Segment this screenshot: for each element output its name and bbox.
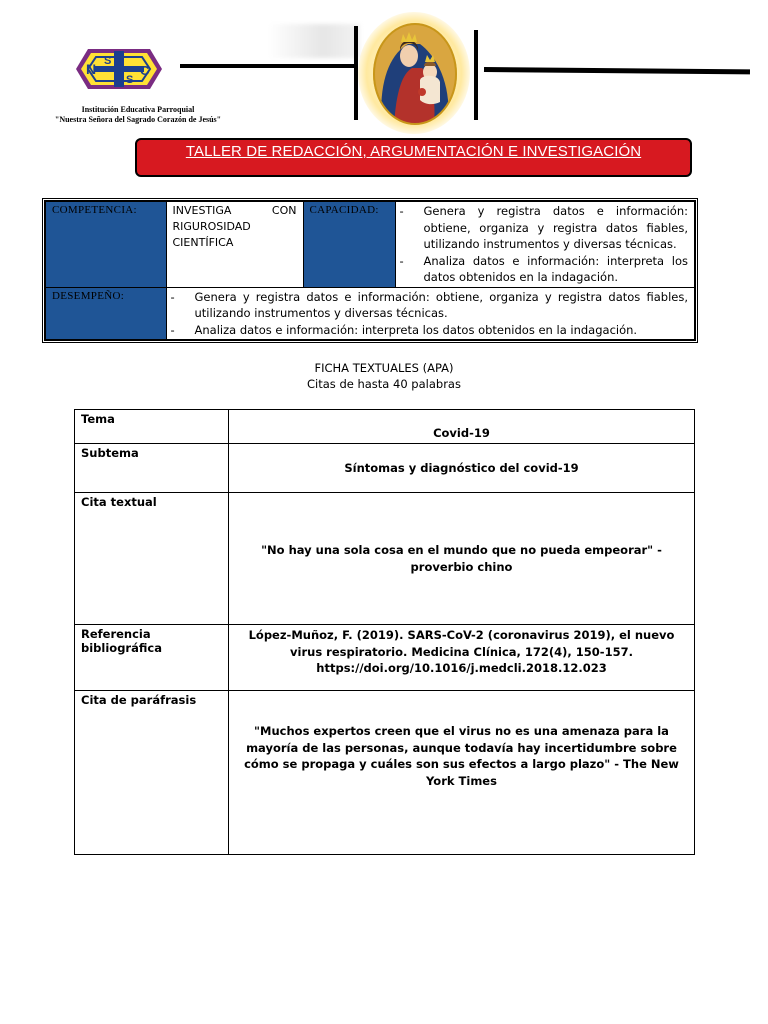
virgin-and-child-image [372, 22, 458, 126]
institution-line-2: "Nuestra Señora del Sagrado Corazón de Jesús" [54, 115, 222, 124]
desempeno-list [166, 287, 695, 340]
row-value-cita-textual: "No hay una sola cosa en el mundo que no pueda empeorar" - proverbio chino [229, 493, 695, 625]
table-row [75, 493, 695, 625]
logo-letter-n: N [86, 61, 97, 77]
bullet-dash: - [399, 253, 404, 268]
institution-name [50, 105, 226, 125]
table-row [75, 691, 695, 855]
institution-line-1: Institución Educativa Parroquial [81, 105, 195, 114]
row-label-tema: Tema [75, 410, 229, 444]
logo-letter-s-bottom: S [126, 74, 134, 86]
desempeno-item [171, 322, 689, 339]
row-label-referencia: Referencia bibliográfica [75, 625, 229, 691]
workshop-title: TALLER DE REDACCIÓN, ARGUMENTACIÓN E INVESTIGACIÓN [185, 143, 642, 160]
bullet-dash: - [170, 289, 175, 304]
workshop-title-banner [135, 138, 692, 177]
competencia-word-3: RIGUROSIDAD [172, 220, 251, 233]
image-frame-left [354, 26, 358, 120]
desempeno-item [171, 289, 689, 322]
competencia-word-2: CON [271, 204, 297, 217]
header-rule-right [484, 67, 750, 74]
ficha-heading [0, 360, 768, 392]
capacidad-item [400, 253, 689, 286]
bullet-dash: - [170, 322, 175, 337]
table-row [75, 410, 695, 444]
capacidad-item [400, 203, 689, 253]
desempeno-item-text: Genera y registra datos e información: obtiene, organiza y registra datos fiables, utilizando instrumentos y diversas técnicas. [194, 289, 688, 320]
image-frame-right [474, 30, 478, 120]
row-label-subtema: Subtema [75, 444, 229, 493]
desempeno-label: DESEMPEÑO: [45, 287, 166, 340]
capacidad-item-text: Analiza datos e información: interpreta los datos obtenidos en la indagación. [423, 253, 688, 284]
competencia-value [166, 201, 303, 287]
row-label-cita-textual: Cita textual [75, 493, 229, 625]
row-value-parafrasis: "Muchos expertos creen que el virus no es una amenaza para la mayoría de las personas, aunque todavía hay incertidumbre sobre cómo se propaga y cuáles son sus efectos a largo plazo" - The New York Times [229, 691, 695, 855]
header-rule-left [180, 64, 354, 68]
row-value-subtema: Síntomas y diagnóstico del covid-19 [229, 444, 695, 493]
header-shadow [268, 24, 360, 58]
row-label-parafrasis: Cita de paráfrasis [75, 691, 229, 855]
logo-letter-c: C [140, 63, 150, 78]
row-value-tema: Covid-19 [229, 410, 695, 444]
competencia-table [44, 200, 696, 341]
row-value-referencia: López-Muñoz, F. (2019). SARS-CoV-2 (coronavirus 2019), el nuevo virus respiratorio. Medicina Clínica, 172(4), 150-157. https://doi.org/10.1016/j.medcli.2018.12.023 [229, 625, 695, 691]
capacidad-item-text: Genera y registra datos e información: obtiene, organiza y registra datos fiables, utilizando instrumentos y diversas técnicas. [423, 204, 688, 251]
competencia-label: COMPETENCIA: [45, 201, 166, 287]
table-row [75, 444, 695, 493]
ficha-table [74, 409, 695, 855]
logo-letter-s-top: S [104, 55, 112, 67]
competencia-word-4: CIENTÍFICA [172, 236, 234, 249]
ficha-subtitle: Citas de hasta 40 palabras [307, 377, 461, 391]
capacidad-list [395, 201, 695, 287]
competencia-word-1: INVESTIGA [172, 204, 232, 217]
ficha-title: FICHA TEXTUALES (APA) [314, 361, 454, 375]
bullet-dash: - [399, 204, 404, 218]
desempeno-item-text: Analiza datos e información: interpreta los datos obtenidos en la indagación. [194, 322, 638, 337]
capacidad-label: CAPACIDAD: [303, 201, 395, 287]
table-row [75, 625, 695, 691]
school-logo [76, 47, 162, 91]
